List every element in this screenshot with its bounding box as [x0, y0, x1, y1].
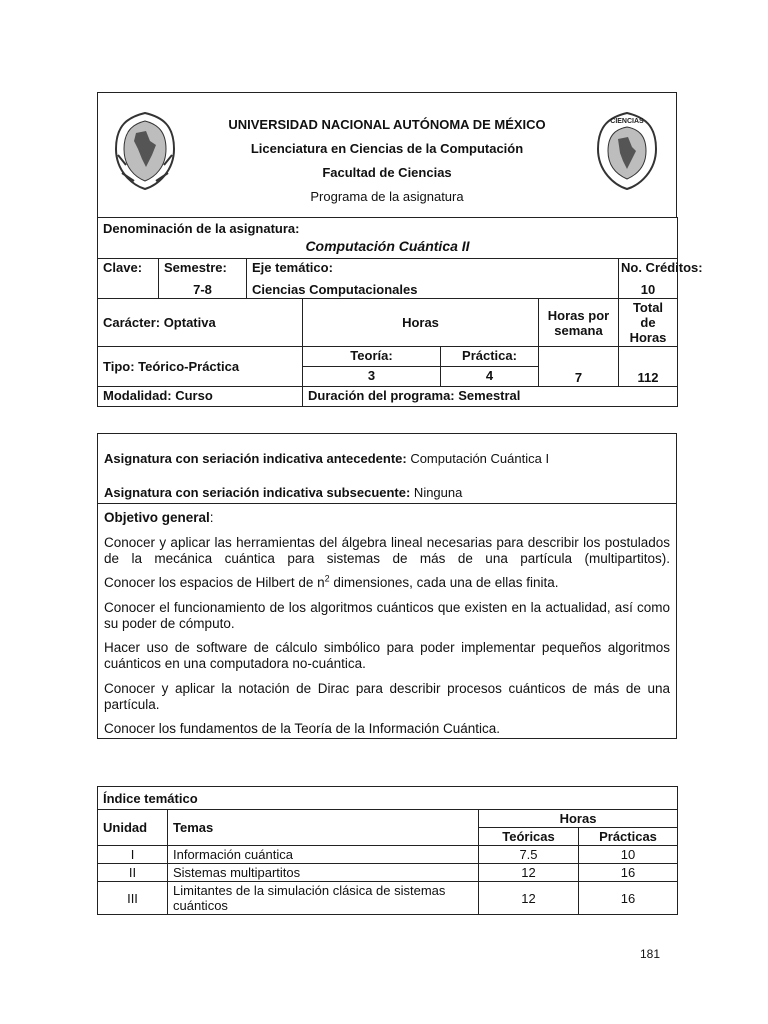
degree-name: Licenciatura en Ciencias de la Computación: [250, 141, 524, 156]
course-info-table: [97, 217, 703, 407]
thematic-index-table: [97, 786, 678, 915]
teoricas-cell: 12: [479, 882, 579, 915]
caracter-row: [98, 299, 678, 347]
practicas-header: Prácticas: [579, 828, 678, 846]
divider: [98, 503, 676, 504]
practica-value: 4: [441, 367, 539, 387]
teoria-label: Teoría:: [303, 347, 441, 367]
denomination-label: Denominación de la asignatura:: [103, 221, 300, 236]
antecedent-value: Computación Cuántica I: [406, 451, 550, 466]
ciencias-seal-right-icon: [594, 111, 660, 191]
subsequent-value: Ninguna: [410, 485, 463, 500]
semestre-cell: [159, 259, 247, 299]
unidad-cell: II: [98, 864, 168, 882]
objective-item: Conocer el funcionamiento de los algoritmos cuánticos que existen en la actualidad, así como su poder de cómputo.: [104, 600, 670, 631]
eje-cell: [247, 259, 619, 299]
semestre-value: 7-8: [193, 282, 212, 297]
horas-header: Horas: [479, 810, 678, 828]
practicas-cell: 16: [579, 882, 678, 915]
subsequent-label: Asignatura con seriación indicativa subsecuente:: [104, 485, 411, 500]
tema-cell: Información cuántica: [168, 846, 479, 864]
objectives-box: [97, 433, 677, 739]
tema-cell: Limitantes de la simulación clásica de sistemas cuánticos: [168, 882, 479, 915]
eje-value: Ciencias Computacionales: [252, 282, 418, 297]
faculty-name: Facultad de Ciencias: [322, 165, 452, 180]
subsequent-line: [104, 485, 462, 500]
temas-header: Temas: [168, 810, 479, 846]
teoricas-cell: 7.5: [479, 846, 579, 864]
denomination-row: [98, 218, 678, 259]
objective-item: Hacer uso de software de cálculo simbólico para poder implementar pequeños algoritmos cuánticos en una computadora no-cuántica.: [104, 640, 670, 671]
antecedent-line: [104, 451, 549, 466]
page-number: 181: [640, 947, 661, 961]
eje-label: Eje temático:: [252, 260, 333, 275]
denomination-cell: [98, 218, 678, 259]
university-name: UNIVERSIDAD NACIONAL AUTÓNOMA DE MÉXICO: [228, 117, 546, 132]
clave-row: [98, 259, 678, 299]
practica-label: Práctica:: [441, 347, 539, 367]
antecedent-label: Asignatura con seriación indicativa antecedente:: [104, 451, 407, 466]
unidad-cell: I: [98, 846, 168, 864]
tipo-row: [98, 347, 678, 367]
teoricas-cell: 12: [479, 864, 579, 882]
total-horas-label: Total de Horas: [619, 299, 678, 347]
horas-header: Horas: [303, 299, 539, 347]
modalidad-row: [98, 387, 678, 407]
tema-cell: Sistemas multipartitos: [168, 864, 479, 882]
teoria-value: 3: [303, 367, 441, 387]
practicas-cell: 16: [579, 864, 678, 882]
objective-item-hilbert: Conocer los espacios de Hilbert de $n^2$ dimensiones, cada una de ellas finita.: [104, 573, 559, 590]
index-header-row: [98, 810, 678, 828]
table-row: [98, 864, 678, 882]
teoricas-header: Teóricas: [479, 828, 579, 846]
caracter-cell: Carácter: Optativa: [98, 299, 303, 347]
course-name: Computación Cuántica II: [305, 238, 470, 254]
objective-item: Conocer y aplicar la notación de Dirac para describir procesos cuánticos de más de una partícula.: [104, 681, 670, 712]
creditos-label: No. Créditos:: [621, 260, 703, 275]
index-title: Índice temático: [98, 787, 678, 810]
duracion-cell: Duración del programa: Semestral: [303, 387, 678, 407]
total-horas-value: 112: [619, 347, 678, 387]
program-label: Programa de la asignatura: [310, 189, 464, 204]
clave-label: Clave:: [98, 259, 159, 299]
unidad-cell: III: [98, 882, 168, 915]
objective-item: Conocer los fundamentos de la Teoría de la Información Cuántica.: [104, 721, 500, 736]
unidad-header: Unidad: [98, 810, 168, 846]
tipo-cell: Tipo: Teórico-Práctica: [98, 347, 303, 387]
objective-item: Conocer y aplicar las herramientas del álgebra lineal necesarias para describir los postulados de la mecánica cuántica para sistemas de más de una partícula (multipartitos).: [104, 535, 670, 566]
practicas-cell: 10: [579, 846, 678, 864]
table-row: [98, 882, 678, 915]
index-title-row: [98, 787, 678, 810]
horas-semana-label: Horas por semana: [539, 299, 619, 347]
objective-title: Objetivo general:: [104, 510, 214, 525]
table-row: [98, 846, 678, 864]
modalidad-cell: Modalidad: Curso: [98, 387, 303, 407]
seal-lettering: CIENCIAS: [610, 118, 644, 125]
header-box: [97, 92, 677, 218]
horas-semana-value: 7: [539, 347, 619, 387]
semestre-label: Semestre:: [164, 260, 227, 275]
creditos-cell: [619, 259, 703, 299]
creditos-value: 10: [640, 282, 656, 297]
